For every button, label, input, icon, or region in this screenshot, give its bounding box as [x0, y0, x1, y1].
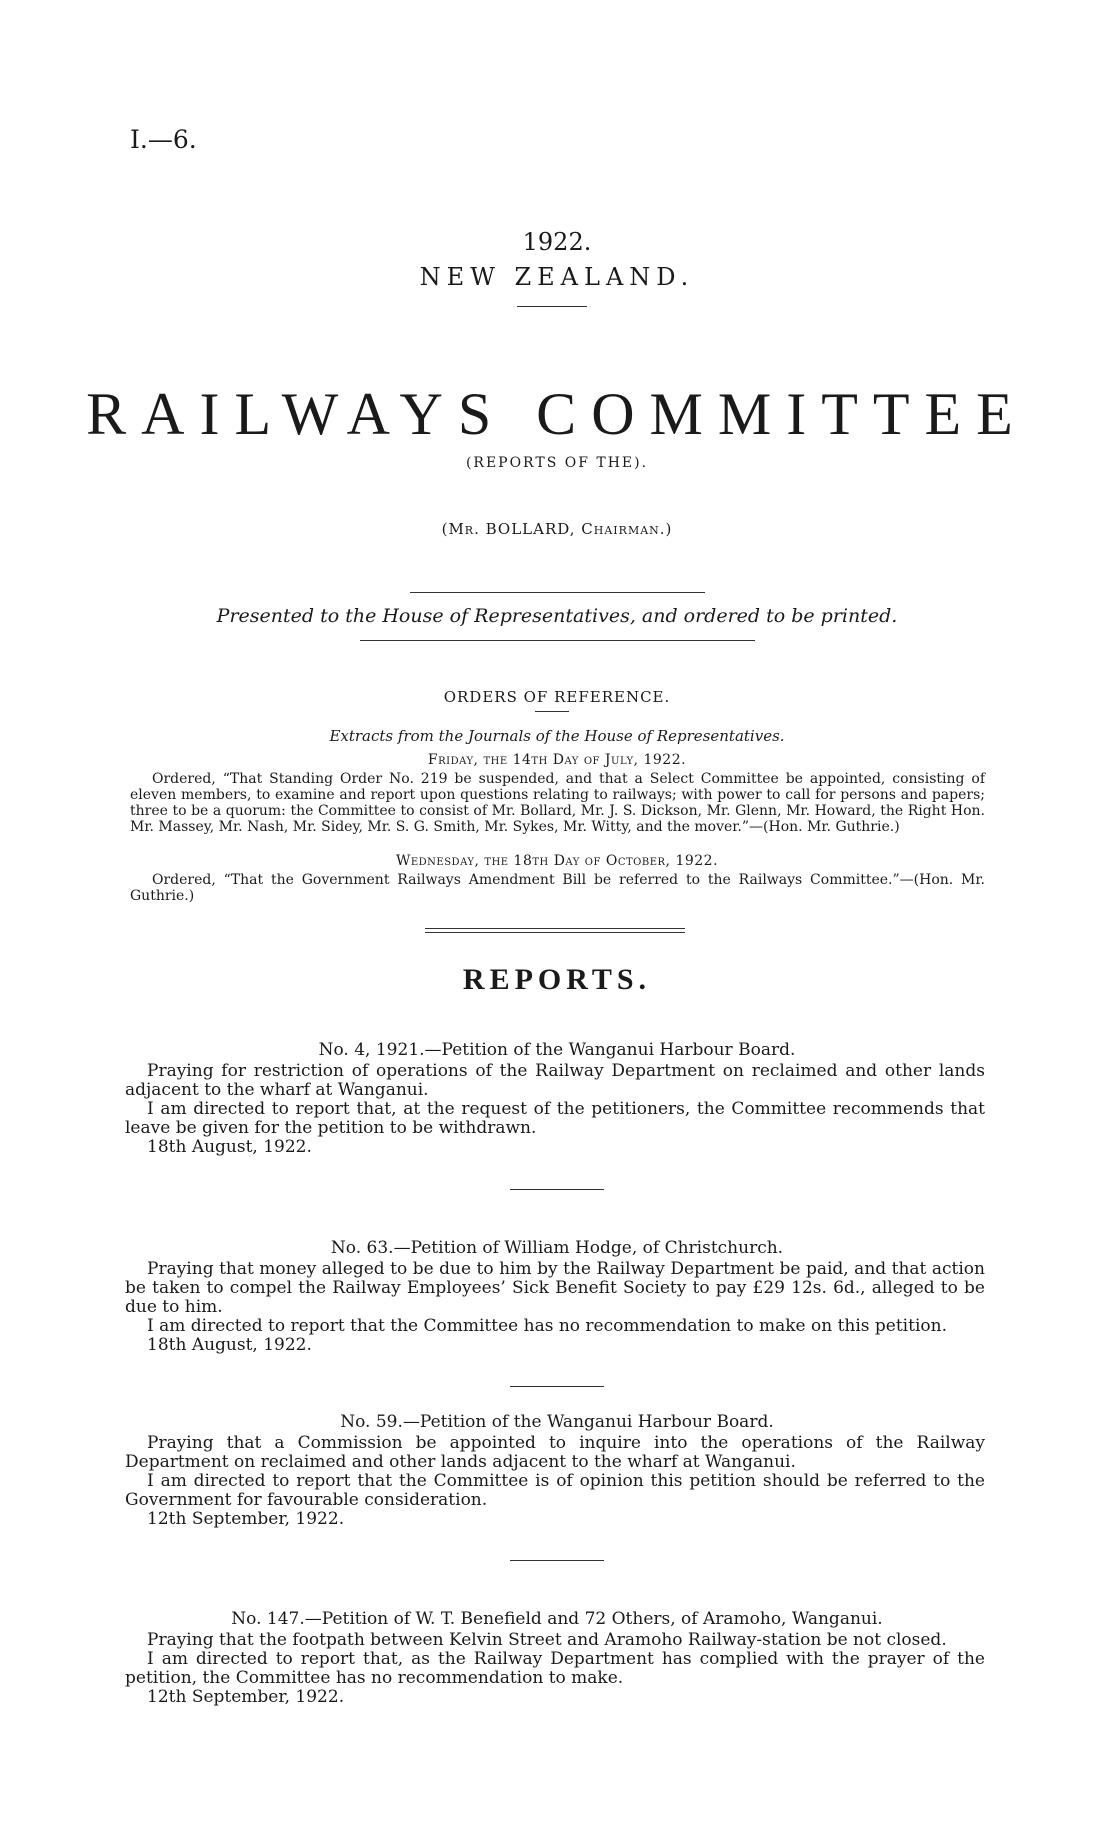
orders-heading: ORDERS OF REFERENCE.: [443, 688, 671, 706]
document-reference: I.—6.: [130, 125, 197, 154]
report-date: 18th August, 1922.: [147, 1137, 312, 1157]
petition-heading: No. 4, 1921.—Petition of the Wanganui Harbour Board.: [318, 1040, 796, 1060]
divider: [510, 1560, 604, 1561]
order-date: Wednesday, the 18th Day of October, 1922.: [395, 853, 719, 869]
divider: [510, 1189, 604, 1190]
report-text: I am directed to report that the Committee has no recommendation to make on this petition.: [147, 1316, 947, 1336]
divider: [510, 1386, 604, 1387]
document-title: RAILWAYS COMMITTEE: [86, 381, 1028, 447]
year: 1922.: [522, 228, 592, 256]
petition-heading: No. 59.—Petition of the Wanganui Harbour Board.: [340, 1412, 774, 1432]
praying-text: Praying that the footpath between Kelvin Street and Aramoho Railway-station be not closed.: [147, 1630, 947, 1650]
petition-entry: [125, 1260, 985, 1355]
reports-heading: REPORTS.: [462, 963, 652, 996]
petition-entry: [125, 1631, 985, 1707]
order-text: Ordered, “That Standing Order No. 219 be suspended, and that a Select Committee be appointed, consisting of eleven members, to examine and report upon questions relating to railways; with power to call for persons and papers; three to be a quorum: the Committee to consist of Mr. Bollard, Mr. J. S. Dickson, Mr. Glenn, Mr. Howard, the Right Hon. Mr. Massey, Mr. Nash, Mr. Sidey, Mr. S. G. Smith, Mr. Sykes, Mr. Witty, and the mover.”—(Hon. Mr. Guthrie.): [130, 771, 985, 835]
petition-heading: No. 147.—Petition of W. T. Benefield and 72 Others, of Aramoho, Wanganui.: [231, 1609, 883, 1629]
praying-text: Praying for restriction of operations of the Railway Department on reclaimed and other lands adjacent to the wharf at Wanganui.: [125, 1061, 985, 1100]
chairman-line: (Mr. BOLLARD, Chairman.): [441, 520, 673, 538]
praying-text: Praying that money alleged to be due to him by the Railway Department be paid, and that action be taken to compel the Railway Employees’ Sick Benefit Society to pay £29 12s. 6d., alleged to be due to him.: [125, 1259, 985, 1317]
petition-heading: No. 63.—Petition of William Hodge, of Christchurch.: [330, 1238, 784, 1258]
report-date: 12th September, 1922.: [147, 1687, 345, 1707]
report-text: I am directed to report that, at the request of the petitioners, the Committee recommends that leave be given for the petition to be withdrawn.: [125, 1099, 985, 1138]
divider: [517, 306, 587, 307]
divider: [360, 640, 755, 641]
report-date: 12th September, 1922.: [147, 1509, 345, 1529]
order-date: Friday, the 14th Day of July, 1922.: [427, 752, 687, 768]
report-text: I am directed to report that, as the Railway Department has complied with the prayer of the petition, the Committee has no recommendation to make.: [125, 1649, 985, 1688]
document-subtitle: (REPORTS OF THE).: [465, 455, 649, 471]
country: NEW ZEALAND.: [419, 263, 695, 291]
petition-entry: [125, 1062, 985, 1157]
praying-text: Praying that a Commission be appointed to inquire into the operations of the Railway Department on reclaimed and other lands adjacent to the wharf at Wanganui.: [125, 1433, 985, 1472]
report-text: I am directed to report that the Committee is of opinion this petition should be referred to the Government for favourable consideration.: [125, 1471, 985, 1510]
double-divider: [425, 928, 685, 933]
petition-entry: [125, 1434, 985, 1529]
extracts-line: Extracts from the Journals of the House of Representatives.: [329, 727, 785, 745]
presented-line: Presented to the House of Representatives, and ordered to be printed.: [216, 605, 898, 627]
divider: [410, 592, 705, 593]
report-date: 18th August, 1922.: [147, 1335, 312, 1355]
order-text: Ordered, “That the Government Railways Amendment Bill be referred to the Railways Committee.”—(Hon. Mr. Guthrie.): [130, 872, 985, 904]
divider: [535, 711, 569, 712]
